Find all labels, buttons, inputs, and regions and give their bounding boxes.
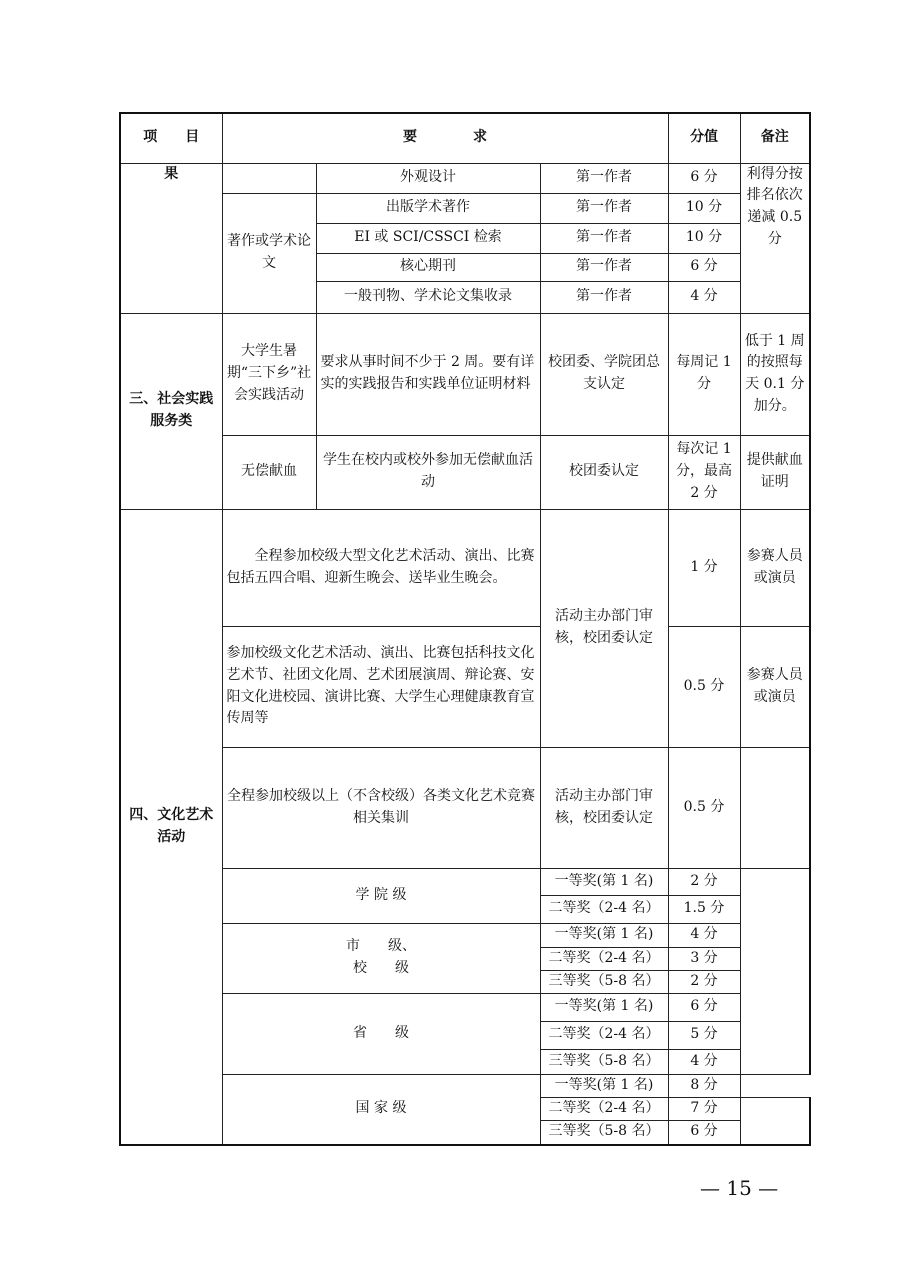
header-note: 备注 — [740, 113, 810, 163]
prize-label: 二等奖（2-4 名） — [540, 947, 668, 970]
prize-label: 三等奖（5-8 名） — [540, 1120, 668, 1145]
social-item: 大学生暑期“三下乡”社会实践活动 — [222, 313, 316, 435]
prize-score: 4 分 — [668, 1049, 740, 1074]
section-label-result: 果 — [120, 163, 222, 313]
prize-score: 7 分 — [668, 1097, 740, 1120]
culture-note: 参赛人员或演员 — [740, 626, 810, 747]
design-item: 外观设计 — [316, 163, 540, 193]
culture-cert-shared: 活动主办部门审核，校团委认定 — [540, 509, 668, 747]
header-score: 分值 — [668, 113, 740, 163]
score-table — [119, 112, 811, 1146]
paper-author: 第一作者 — [540, 193, 668, 223]
culture-note — [740, 747, 810, 868]
paper-score: 10 分 — [668, 193, 740, 223]
prize-score: 5 分 — [668, 1021, 740, 1049]
paper-score: 6 分 — [668, 253, 740, 281]
paper-label: 著作或学术论文 — [222, 193, 316, 313]
section-label-culture: 四、文化艺术活动 — [120, 509, 222, 1145]
prize-label: 一等奖(第 1 名) — [540, 923, 668, 947]
paper-author: 第一作者 — [540, 223, 668, 253]
culture-score: 1 分 — [668, 509, 740, 626]
social-score: 每次记 1 分，最高 2 分 — [668, 435, 740, 509]
header-item: 项 目 — [120, 113, 222, 163]
prize-score: 1.5 分 — [668, 895, 740, 923]
prize-label: 二等奖（2-4 名） — [540, 1021, 668, 1049]
prize-score: 6 分 — [668, 993, 740, 1021]
prize-score: 8 分 — [668, 1074, 740, 1097]
level-name — [222, 923, 540, 993]
paper-author: 第一作者 — [540, 281, 668, 313]
prize-label: 二等奖（2-4 名） — [540, 895, 668, 923]
level-name: 国 家 级 — [222, 1074, 540, 1145]
empty-note — [740, 868, 810, 1074]
social-requirement: 要求从事时间不少于 2 周。要有详实的实践报告和实践单位证明材料 — [316, 313, 540, 435]
header-requirement: 要 求 — [222, 113, 668, 163]
paper-author: 第一作者 — [540, 253, 668, 281]
culture-score: 0.5 分 — [668, 626, 740, 747]
prize-label: 三等奖（5-8 名） — [540, 1049, 668, 1074]
paper-name: EI 或 SCI/CSSCI 检索 — [316, 223, 540, 253]
prize-score: 2 分 — [668, 868, 740, 895]
empty-note — [740, 1097, 810, 1145]
culture-score: 0.5 分 — [668, 747, 740, 868]
empty-cell — [222, 163, 316, 193]
social-cert: 校团委认定 — [540, 435, 668, 509]
social-requirement: 学生在校内或校外参加无偿献血活动 — [316, 435, 540, 509]
cont-note: 利得分按排名依次递减 0.5 分 — [740, 163, 810, 313]
prize-label: 一等奖(第 1 名) — [540, 868, 668, 895]
prize-score: 4 分 — [668, 923, 740, 947]
culture-requirement: 参加校级文化艺术活动、演出、比赛包括科技文化艺术节、社团文化周、艺术团展演周、辩论赛、安阳文化进校园、演讲比赛、大学生心理健康教育宣传周等 — [222, 626, 540, 747]
culture-cert: 活动主办部门审核，校团委认定 — [540, 747, 668, 868]
level-name: 学 院 级 — [222, 868, 540, 923]
social-item: 无偿献血 — [222, 435, 316, 509]
design-score: 6 分 — [668, 163, 740, 193]
social-note: 低于 1 周的按照每天 0.1 分加分。 — [740, 313, 810, 435]
paper-name: 一般刊物、学术论文集收录 — [316, 281, 540, 313]
level-name-line: 校 级 — [353, 960, 409, 976]
prize-label: 一等奖(第 1 名) — [540, 993, 668, 1021]
level-name: 省 级 — [222, 993, 540, 1074]
social-note: 提供献血证明 — [740, 435, 810, 509]
prize-score: 2 分 — [668, 970, 740, 993]
page-number: — 15 — — [700, 1176, 779, 1200]
paper-score: 4 分 — [668, 281, 740, 313]
paper-score: 10 分 — [668, 223, 740, 253]
social-score: 每周记 1 分 — [668, 313, 740, 435]
prize-label: 二等奖（2-4 名） — [540, 1097, 668, 1120]
prize-score: 3 分 — [668, 947, 740, 970]
design-author: 第一作者 — [540, 163, 668, 193]
paper-name: 出版学术著作 — [316, 193, 540, 223]
prize-score: 6 分 — [668, 1120, 740, 1145]
social-cert: 校团委、学院团总支认定 — [540, 313, 668, 435]
paper-name: 核心期刊 — [316, 253, 540, 281]
culture-requirement: 全程参加校级以上（不含校级）各类文化艺术竞赛相关集训 — [222, 747, 540, 868]
culture-requirement: 全程参加校级大型文化艺术活动、演出、比赛包括五四合唱、迎新生晚会、送毕业生晚会。 — [222, 509, 540, 626]
prize-label: 一等奖(第 1 名) — [540, 1074, 668, 1097]
level-name-line: 市 级、 — [346, 938, 416, 955]
culture-note: 参赛人员或演员 — [740, 509, 810, 626]
prize-label: 三等奖（5-8 名） — [540, 970, 668, 993]
section-label-social: 三、社会实践服务类 — [120, 313, 222, 509]
